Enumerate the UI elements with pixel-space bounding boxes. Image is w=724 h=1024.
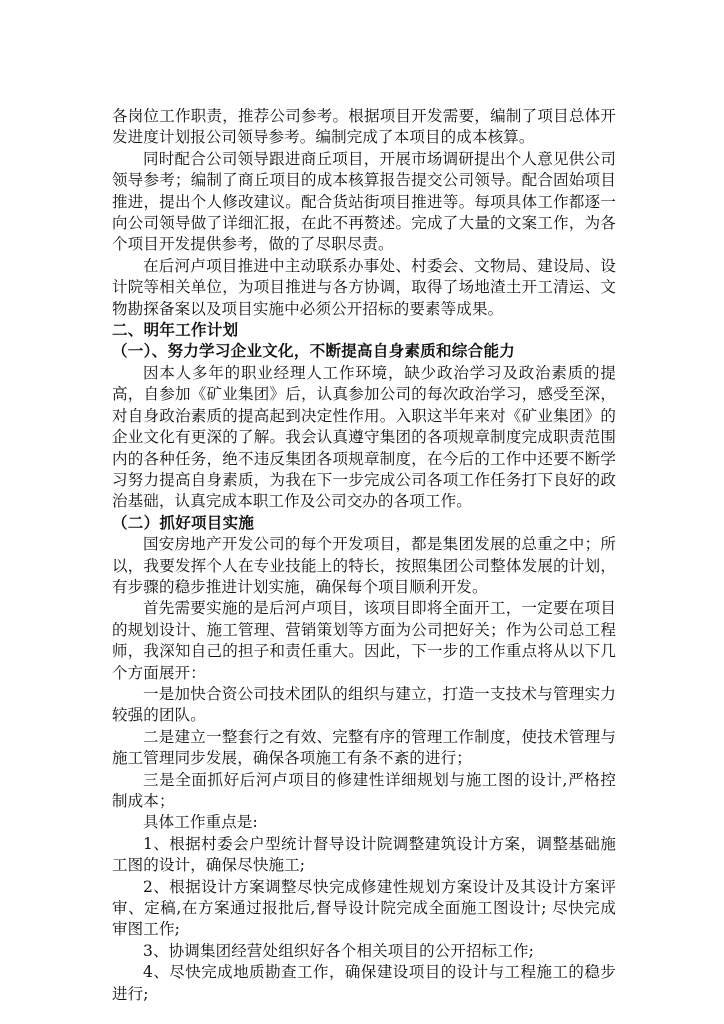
list-item-3: 3、协调集团经营处组织好各个相关项目的公开招标工作; <box>143 941 534 960</box>
paragraph-2: 同时配合公司领导跟进商丘项目，开展市场调研提出个人意见供公司领导参考；编制了商丘项目的成本核算报告提交公司领导。配合固始项目推进，提出个人修改建议。配合货站街项目推进等。每项具体工作都逐一向公司领导做了详细汇报，在此不再赘述。完成了大量的文案工作，为各个项目开发提供参考，做的了尽职尽责。 <box>112 149 616 254</box>
subsection-heading-project: （二）抓好项目实施 <box>112 513 255 532</box>
section-heading-plan: 二、明年工作计划 <box>112 321 239 340</box>
paragraph-3: 在后河卢项目推进中主动联系办事处、村委会、文物局、建设局、设计院等相关单位，为项目推进与各方协调，取得了场地渣土开工清运、文物勘探备案以及项目实施中必须公开招标的要素等成果。 <box>112 256 616 318</box>
list-item-team: 一是加快合资公司技术团队的组织与建立，打造一支技术与管理实力较强的团队。 <box>112 684 616 725</box>
paragraph-study: 因本人多年的职业经理人工作环境，缺少政治学习及政治素质的提高，自参加《矿业集团》后，认真参加公司的每次政治学习，感受至深，对自身政治素质的提高起到决定性作用。入职这半年来对《矿业集团》的企业文化有更深的了解。我会认真遵守集团的各项规章制度完成职责范围内的各种任务，绝不违反集团各项规章制度，在今后的工作中还要不断学习努力提高自身素质，为我在下一步完成公司各项工作任务打下良好的政治基础，认真完成本职工作及公司交办的各项工作。 <box>112 363 616 511</box>
list-item-1: 1、根据村委会户型统计督导设计院调整建筑设计方案，调整基础施工图的设计，确保尽快施工; <box>112 834 616 875</box>
list-item-2: 2、根据设计方案调整尽快完成修建性规划方案设计及其设计方案评审、定稿,在方案通过报批后,督导设计院完成全面施工图设计; 尽快完成审图工作; <box>112 877 616 939</box>
list-item-design: 三是全面抓好后河卢项目的修建性详细规划与施工图的设计,严格控制成本； <box>112 770 616 810</box>
list-item-system: 二是建立一整套行之有效、完整有序的管理工作制度，使技术管理与施工管理同步发展，确保各项施工有条不紊的进行； <box>112 727 616 768</box>
document-page <box>112 106 616 1005</box>
paragraph-key-points: 具体工作重点是: <box>143 813 258 832</box>
paragraph-1: 各岗位工作职责，推荐公司参考。根据项目开发需要，编制了项目总体开发进度计划报公司领导参考。编制完成了本项目的成本核算。 <box>112 107 616 147</box>
list-item-4: 4、尽快完成地质勘查工作，确保建设项目的设计与工程施工的稳步进行; <box>112 963 616 1003</box>
paragraph-project-2: 首先需要实施的是后河卢项目，该项目即将全面开工，一定要在项目的规划设计、施工管理、营销策划等方面为公司把好关；作为公司总工程师，我深知自己的担子和责任重大。因此，下一步的工作重点将从以下几个方面展开： <box>112 599 616 682</box>
paragraph-project-1: 国安房地产开发公司的每个开发项目，都是集团发展的总重之中；所以，我要发挥个人在专业技能上的特长，按照集团公司整体发展的计划，有步骤的稳步推进计划实施，确保每个项目顺利开发。 <box>112 535 616 596</box>
subsection-heading-study: （一）、努力学习企业文化，不断提高自身素质和综合能力 <box>112 342 516 361</box>
